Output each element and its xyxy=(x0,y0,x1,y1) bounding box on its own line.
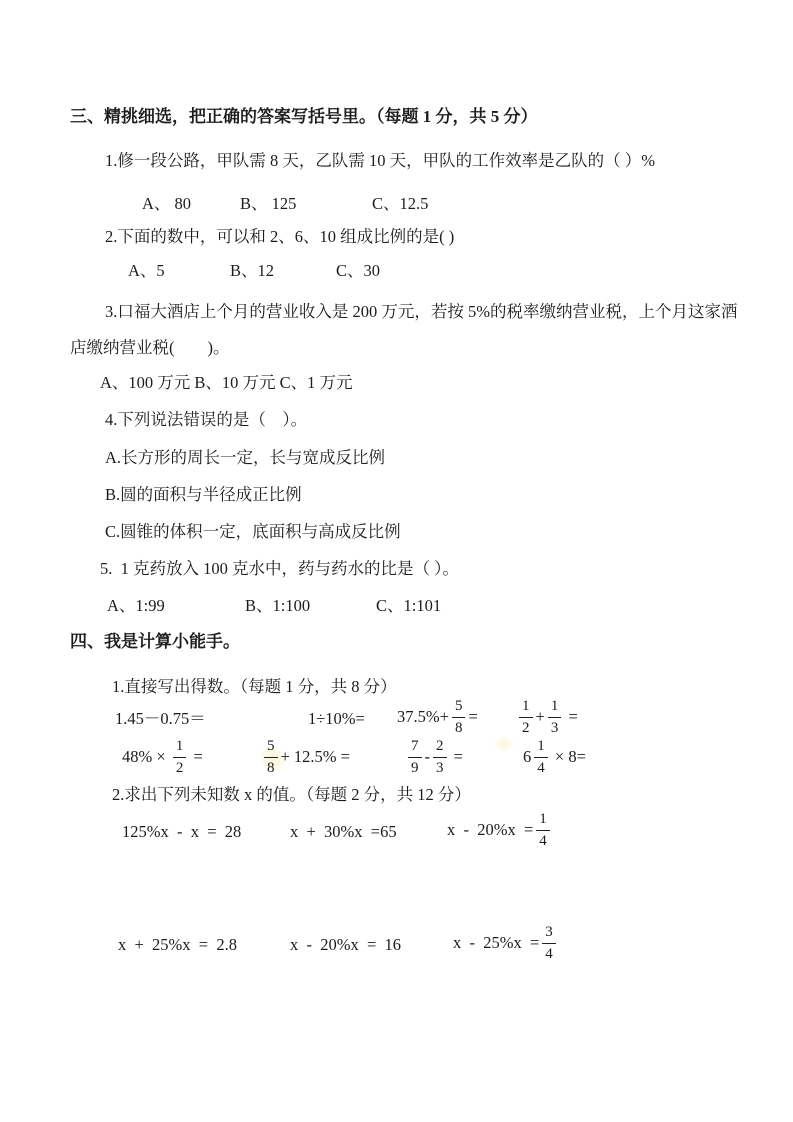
expression-text: + 12.5% = xyxy=(280,747,350,766)
fraction xyxy=(536,812,550,849)
q1-option-a: A、 80 xyxy=(142,194,192,213)
expression-text: = xyxy=(189,747,203,766)
fraction-numerator: 3 xyxy=(545,923,553,940)
calc-item xyxy=(516,695,578,739)
operator: - xyxy=(424,747,430,766)
equation: x + 25%x = 2.8 xyxy=(118,935,237,954)
fraction-denominator: 4 xyxy=(534,757,548,776)
section4-heading: 四、我是计算小能手。 xyxy=(70,632,240,651)
fraction-denominator: 4 xyxy=(536,830,550,849)
section3-heading: 三、精挑细选，把正确的答案写括号里。（每题 1 分，共 5 分） xyxy=(70,107,538,126)
fraction xyxy=(264,739,278,776)
equation: x + 30%x =65 xyxy=(290,822,397,841)
q4-option-c: C.圆锥的体积一定，底面积与高成反比例 xyxy=(105,522,401,541)
fraction-denominator: 2 xyxy=(173,757,187,776)
fraction-numerator: 1 xyxy=(522,697,530,714)
fraction xyxy=(173,739,187,776)
q4-text: 4.下列说法错误的是（ ）。 xyxy=(105,410,308,429)
fraction-numerator: 2 xyxy=(436,737,444,754)
expression-text: 37.5%+ xyxy=(397,707,449,726)
q4-option-a: A.长方形的周长一定，长与宽成反比例 xyxy=(105,448,386,467)
expression-text: x - 25%x = xyxy=(453,933,540,952)
fraction xyxy=(408,739,422,776)
fraction-denominator: 2 xyxy=(519,717,533,736)
fraction xyxy=(519,699,533,736)
q5-text: 5. 1 克药放入 100 克水中，药与药水的比是（ ）。 xyxy=(100,559,459,578)
fraction-denominator: 8 xyxy=(452,717,466,736)
fraction xyxy=(542,925,556,962)
fraction-numerator: 1 xyxy=(539,810,547,827)
fraction-denominator: 3 xyxy=(548,717,562,736)
calc-item: 1.45－0.75＝ xyxy=(115,709,206,728)
calc-item xyxy=(405,735,463,779)
fraction xyxy=(433,739,447,776)
q1-option-c: C、12.5 xyxy=(372,194,429,213)
operator: × xyxy=(550,747,569,766)
fraction-numerator: 1 xyxy=(550,697,559,714)
fraction-denominator: 9 xyxy=(408,757,422,776)
q5-option-a: A、1:99 xyxy=(107,596,165,615)
expression-text: 8= xyxy=(568,747,586,766)
calc-item xyxy=(523,735,586,779)
expression-text: = xyxy=(449,747,463,766)
calc-item xyxy=(122,735,203,779)
expression-text: x - 20%x = xyxy=(447,820,534,839)
calc-item: 1÷10%= xyxy=(308,709,365,728)
fraction-numerator: 5 xyxy=(267,737,275,754)
q2-option-c: C、30 xyxy=(336,261,381,280)
equation: 125%x - x = 28 xyxy=(122,822,242,841)
q2-option-b: B、12 xyxy=(230,261,275,280)
fraction-numerator: 5 xyxy=(454,697,463,714)
expression-text: = xyxy=(564,707,578,726)
whole-number: 6 xyxy=(523,747,532,766)
expression-text: = xyxy=(468,707,478,726)
q5-option-c: C、1:101 xyxy=(376,596,442,615)
fraction-denominator: 8 xyxy=(264,757,278,776)
calc-item xyxy=(397,695,478,739)
fraction-numerator: 7 xyxy=(411,737,419,754)
part1-heading: 1.直接写出得数。（每题 1 分，共 8 分） xyxy=(112,677,397,696)
operator: + xyxy=(535,707,545,726)
fraction-numerator: 1 xyxy=(175,737,184,754)
equation xyxy=(453,918,559,968)
q4-option-b: B.圆的面积与半径成正比例 xyxy=(105,485,302,504)
fraction-denominator: 4 xyxy=(542,943,556,962)
part2-heading: 2.求出下列未知数 x 的值。（每题 2 分，共 12 分） xyxy=(112,785,471,804)
q1-option-b: B、 125 xyxy=(240,194,297,213)
scan-artifact xyxy=(497,738,511,750)
q3-text-line1: 3.口福大酒店上个月的营业收入是 200 万元，若按 5%的税率缴纳营业税，上个月这家酒 xyxy=(105,302,738,321)
equation: x - 20%x = 16 xyxy=(290,935,402,954)
expression-text: 48% xyxy=(122,747,153,766)
q3-options: A、100 万元 B、10 万元 C、1 万元 xyxy=(100,373,353,392)
operator: × xyxy=(152,747,170,766)
q2-option-a: A、5 xyxy=(128,261,165,280)
equation xyxy=(447,805,553,855)
fraction-denominator: 3 xyxy=(433,757,447,776)
calc-item xyxy=(261,735,350,779)
fraction-numerator: 1 xyxy=(537,737,545,754)
fraction xyxy=(534,739,548,776)
q3-text-line2: 店缴纳营业税( )。 xyxy=(70,338,230,357)
fraction xyxy=(452,699,466,736)
q5-option-b: B、1:100 xyxy=(245,596,311,615)
q1-text: 1.修一段公路，甲队需 8 天，乙队需 10 天，甲队的工作效率是乙队的（ ）% xyxy=(105,151,655,170)
fraction xyxy=(548,699,562,736)
q2-text: 2.下面的数中，可以和 2、6、10 组成比例的是( ) xyxy=(105,227,455,246)
